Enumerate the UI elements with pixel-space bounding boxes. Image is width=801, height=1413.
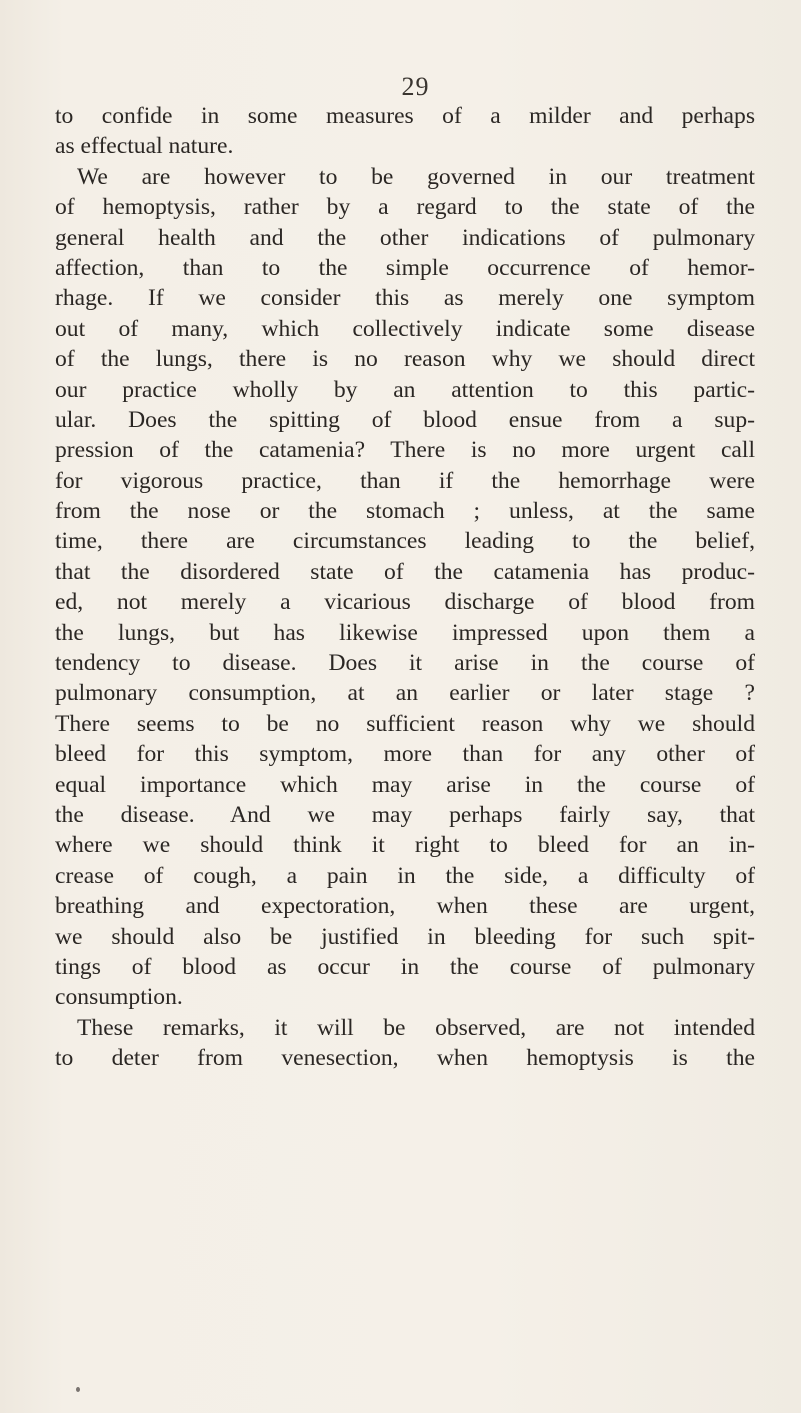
text-line: We are however to be governed in our treatment xyxy=(77,163,755,190)
text-line: out of many, which collectively indicate some disease xyxy=(55,315,755,342)
text-line: consumption. xyxy=(55,984,183,1011)
text-line: where we should think it right to bleed for an in- xyxy=(55,832,755,859)
print-speck xyxy=(76,1387,80,1392)
text-line: general health and the other indications of pulmonary xyxy=(55,224,755,251)
text-line: the disease. And we may perhaps fairly say, that xyxy=(55,801,755,828)
text-line: tings of blood as occur in the course of pulmonary xyxy=(55,953,755,980)
text-line: crease of cough, a pain in the side, a difficulty of xyxy=(55,862,755,889)
text-line: pression of the catamenia? There is no more urgent call xyxy=(55,437,755,464)
text-line: ular. Does the spitting of blood ensue from a sup- xyxy=(55,406,755,433)
text-line: to deter from venesection, when hemoptysis is the xyxy=(55,1045,755,1072)
text-line: ed, not merely a vicarious discharge of blood from xyxy=(55,589,755,616)
text-line: our practice wholly by an attention to this partic- xyxy=(55,376,755,403)
text-line: pulmonary consumption, at an earlier or later stage ? xyxy=(55,680,755,707)
text-line: for vigorous practice, than if the hemorrhage were xyxy=(55,467,755,494)
text-line: rhage. If we consider this as merely one symptom xyxy=(55,285,755,312)
text-line: of the lungs, there is no reason why we should direct xyxy=(55,346,755,373)
text-line: time, there are circumstances leading to the belief, xyxy=(55,528,755,555)
text-line: There seems to be no sufficient reason why we should xyxy=(55,710,755,737)
text-line: from the nose or the stomach ; unless, at the same xyxy=(55,498,755,525)
text-line: of hemoptysis, rather by a regard to the state of the xyxy=(55,194,755,221)
text-line: These remarks, it will be observed, are not intended xyxy=(77,1014,755,1041)
body-text xyxy=(55,101,755,1074)
text-line: affection, than to the simple occurrence of hemor- xyxy=(55,254,755,281)
text-line: breathing and expectoration, when these are urgent, xyxy=(55,893,755,920)
text-line: bleed for this symptom, more than for any other of xyxy=(55,741,755,768)
text-line: equal importance which may arise in the course of xyxy=(55,771,755,798)
text-line: tendency to disease. Does it arise in the course of xyxy=(55,650,755,677)
text-line: the lungs, but has likewise impressed upon them a xyxy=(55,619,755,646)
text-line: that the disordered state of the catamenia has produc- xyxy=(55,558,755,585)
text-line: as effectual nature. xyxy=(55,133,234,160)
text-line: to confide in some measures of a milder and perhaps xyxy=(55,103,755,129)
page-number: 29 xyxy=(401,72,430,101)
text-line: we should also be justified in bleeding for such spit- xyxy=(55,923,755,950)
